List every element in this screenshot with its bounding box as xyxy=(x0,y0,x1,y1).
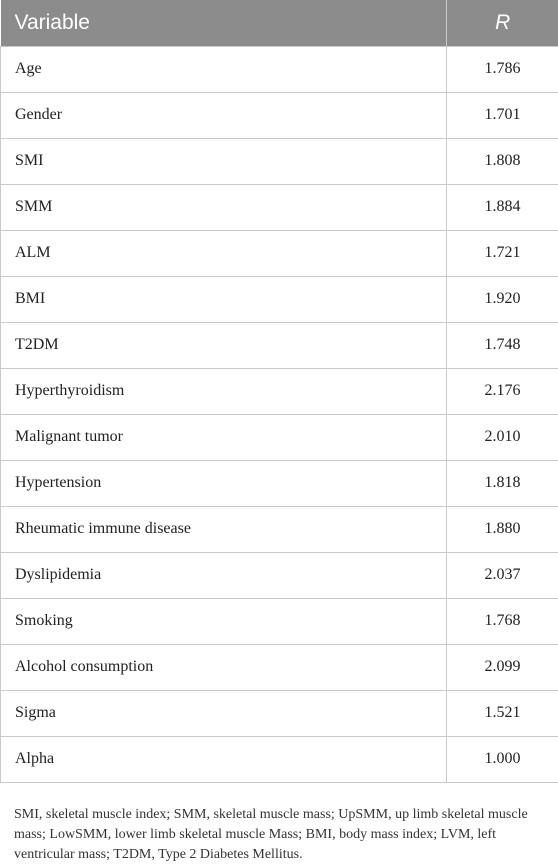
row-r-value: 1.701 xyxy=(447,92,558,138)
column-header-r: R xyxy=(447,0,558,46)
table-row xyxy=(1,506,558,552)
row-r-value: 1.808 xyxy=(447,138,558,184)
row-variable: Dyslipidemia xyxy=(1,552,447,598)
row-variable: Alcohol consumption xyxy=(1,644,447,690)
row-variable: T2DM xyxy=(1,322,447,368)
row-r-value: 1.748 xyxy=(447,322,558,368)
row-variable: Rheumatic immune disease xyxy=(1,506,447,552)
table-row xyxy=(1,598,558,644)
table-row xyxy=(1,46,558,92)
row-variable: Age xyxy=(1,46,447,92)
row-variable: ALM xyxy=(1,230,447,276)
row-variable: SMM xyxy=(1,184,447,230)
row-r-value: 2.037 xyxy=(447,552,558,598)
column-header-variable: Variable xyxy=(1,0,447,46)
row-r-value: 1.721 xyxy=(447,230,558,276)
table-row xyxy=(1,690,558,736)
table-header xyxy=(1,0,558,46)
table-row xyxy=(1,92,558,138)
row-r-value: 1.818 xyxy=(447,460,558,506)
table-row xyxy=(1,322,558,368)
row-r-value: 1.768 xyxy=(447,598,558,644)
row-variable: Smoking xyxy=(1,598,447,644)
row-variable: Hypertension xyxy=(1,460,447,506)
table-row xyxy=(1,460,558,506)
table-row xyxy=(1,736,558,782)
row-variable: SMI xyxy=(1,138,447,184)
row-r-value: 1.786 xyxy=(447,46,558,92)
row-r-value: 2.099 xyxy=(447,644,558,690)
row-r-value: 2.010 xyxy=(447,414,558,460)
table-row xyxy=(1,368,558,414)
table-body xyxy=(1,46,558,782)
row-variable: Sigma xyxy=(1,690,447,736)
row-r-value: 2.176 xyxy=(447,368,558,414)
row-variable: BMI xyxy=(1,276,447,322)
row-r-value: 1.884 xyxy=(447,184,558,230)
table-row xyxy=(1,230,558,276)
header-row xyxy=(1,0,558,46)
row-variable: Gender xyxy=(1,92,447,138)
table-row xyxy=(1,414,558,460)
table-row xyxy=(1,276,558,322)
row-variable: Alpha xyxy=(1,736,447,782)
row-r-value: 1.880 xyxy=(447,506,558,552)
row-r-value: 1.920 xyxy=(447,276,558,322)
row-variable: Hyperthyroidism xyxy=(1,368,447,414)
row-variable: Malignant tumor xyxy=(1,414,447,460)
table-row xyxy=(1,644,558,690)
row-r-value: 1.521 xyxy=(447,690,558,736)
table-row xyxy=(1,138,558,184)
table-row xyxy=(1,184,558,230)
row-r-value: 1.000 xyxy=(447,736,558,782)
table-footnote: SMI, skeletal muscle index; SMM, skeletal muscle mass; UpSMM, up limb skeletal muscle mass; LowSMM, lower limb skeletal muscle Mass; BMI, body mass index; LVM, left ventricular mass; T2DM, Type 2 Diabetes Mellitus. xyxy=(14,805,544,865)
table-row xyxy=(1,552,558,598)
